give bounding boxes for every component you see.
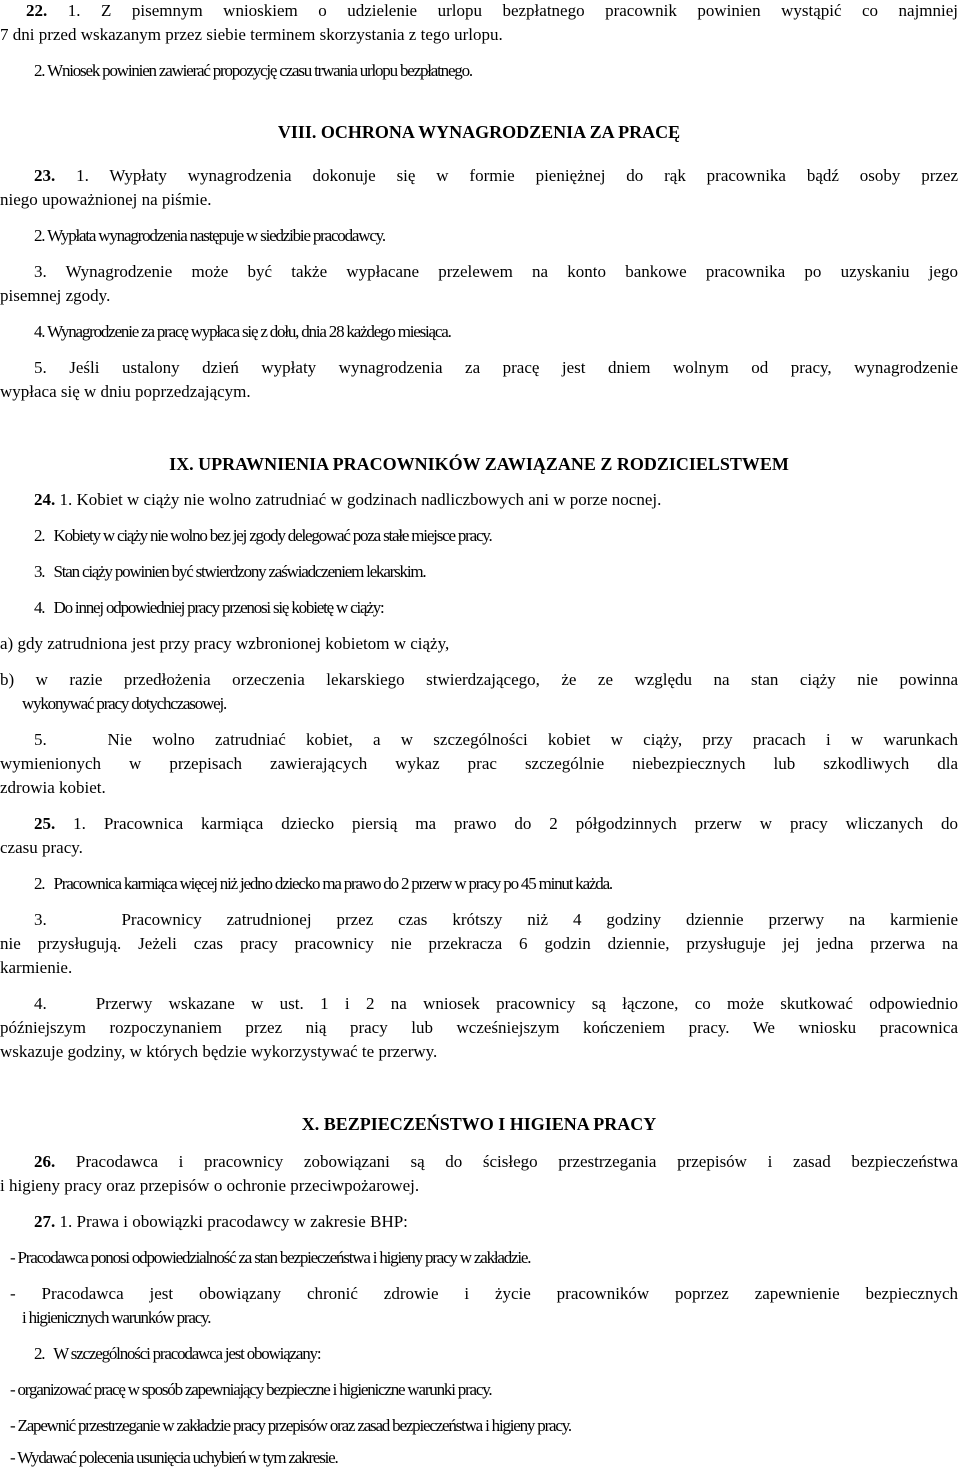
s25-paragraph-3-line-3: karmienie. [0,958,73,977]
s24-paragraph-4: 4. Do innej odpowiedniej pracy przenosi się kobietę w ciąży: [34,598,384,617]
s25-number: 25. [34,814,56,833]
s26-text-a: Pracodawca i pracownicy zobowiązani są do ścisłego przestrzegania przepisów i zasad bezpieczeństwa [75,1152,958,1171]
s23-paragraph-4: 4. Wynagrodzenie za pracę wypłaca się z dołu, dnia 28 każdego miesiąca. [34,322,451,341]
s25-paragraph-4-line-1: 4. Przerwy wskazane w ust. 1 i 2 na wniosek pracownicy są łączone, co może skutkować odpowiednio [34,994,958,1013]
s25-paragraph-3-line-2: nie przysługują. Jeżeli czas pracy pracownicy nie przekracza 6 godzin dziennie, przysługuje jej jedna przerwa na [0,934,958,953]
s27-dash-item-2-line-2: i higienicznych warunków pracy. [22,1308,211,1327]
s25-paragraph-1-line-2: czasu pracy. [0,838,83,857]
s24-item-a: a) gdy zatrudniona jest przy pracy wzbronionej kobietom w ciąży, [0,634,450,653]
s24-paragraph-3: 3. Stan ciąży powinien być stwierdzony zaświadczeniem lekarskim. [34,562,426,581]
s25-paragraph-4-line-3: wskazuje godziny, w których będzie wykorzystywać te przerwy. [0,1042,438,1061]
s23-paragraph-2: 2. Wypłata wynagrodzenia następuje w siedzibie pracodawcy. [34,226,385,245]
s24-paragraph-2: 2. Kobiety w ciąży nie wolno bez jej zgody delegować poza stałe miejsce pracy. [34,526,492,545]
s27-dash-item-4: - Zapewnić przestrzeganie w zakładzie pracy przepisów oraz zasad bezpieczeństwa i higieny pracy. [10,1416,571,1435]
s24-number: 24. [34,490,56,509]
s26-paragraph-line-1 [0,1151,958,1173]
s25-p1-text-a: 1. Pracownica karmiąca dziecko piersią ma prawo do 2 półgodzinnych przerw w pracy wliczanych do [73,814,958,833]
s24-item-b-line-2: wykonywać pracy dotychczasowej. [22,694,227,713]
s24-paragraph-5-line-3: zdrowia kobiet. [0,778,106,797]
s26-number: 26. [34,1152,56,1171]
s23-paragraph-1-line-1 [0,165,958,187]
s25-paragraph-3-line-1: 3. Pracownicy zatrudnionej przez czas krótszy niż 4 godziny dziennie przerwy na karmienie [34,910,958,929]
chapter-10-title: X. BEZPIECZEŃSTWO I HIGIENA PRACY [301,1114,657,1134]
chapter-9-title: IX. UPRAWNIENIA PRACOWNIKÓW ZAWIĄZANE Z RODZICIELSTWEM [169,454,789,474]
s23-p1-text-a: 1. Wypłaty wynagrodzenia dokonuje się w formie pieniężnej do rąk pracownika bądź osoby przez [76,166,959,185]
s27-p1-text: 1. Prawa i obowiązki pracodawcy w zakresie BHP: [59,1212,408,1231]
s22-paragraph-1-line-2: 7 dni przed wskazanym przez siebie terminem skorzystania z tego urlopu. [0,25,503,44]
s22-number: 22. [26,1,48,20]
s24-paragraph-5-line-1: 5. Nie wolno zatrudniać kobiet, a w szczególności kobiet w ciąży, przy pracach i w warunkach [34,730,958,749]
s27-dash-item-3: - organizować pracę w sposób zapewniający bezpieczne i higieniczne warunki pracy. [10,1380,492,1399]
s25-paragraph-2: 2. Pracownica karmiąca więcej niż jedno dziecko ma prawo do 2 przerw w pracy po 45 minut każda. [34,874,612,893]
s25-paragraph-1-line-1 [0,813,958,835]
s25-paragraph-4-line-2: późniejszym rozpoczynaniem przez nią pracy lub wcześniejszym kończeniem pracy. We wniosku pracownica [0,1018,958,1037]
s27-number: 27. [34,1212,56,1231]
s22-p1-text-a: 1. Z pisemnym wnioskiem o udzielenie urlopu bezpłatnego pracownik powinien wystąpić co najmniej [67,1,959,20]
s23-paragraph-1-line-2: niego upoważnionej na piśmie. [0,190,212,209]
s27-paragraph-1 [0,1211,958,1233]
s22-paragraph-2: 2. Wniosek powinien zawierać propozycję czasu trwania urlopu bezpłatnego. [34,61,472,80]
s22-paragraph-1-line-1 [0,0,958,22]
s24-paragraph-1 [0,489,958,511]
s23-paragraph-5-line-1: 5. Jeśli ustalony dzień wypłaty wynagrodzenia za pracę jest dniem wolnym od pracy, wynagrodzenie [34,358,958,377]
s26-paragraph-line-2: i higieny pracy oraz przepisów o ochronie przeciwpożarowej. [0,1176,420,1195]
s27-dash-item-2-line-1: - Pracodawca jest obowiązany chronić zdrowie i życie pracowników poprzez zapewnienie bezpiecznych [10,1284,958,1303]
s23-number: 23. [34,166,56,185]
chapter-8-title: VIII. OCHRONA WYNAGRODZENIA ZA PRACĘ [277,122,681,142]
s27-paragraph-2: 2. W szczególności pracodawca jest obowiązany: [34,1344,321,1363]
s23-paragraph-3-line-2: pisemnej zgody. [0,286,111,305]
s27-dash-item-5: - Wydawać polecenia usunięcia uchybień w tym zakresie. [10,1448,338,1467]
s27-dash-item-1: - Pracodawca ponosi odpowiedzialność za stan bezpieczeństwa i higieny pracy w zakładzie. [10,1248,531,1267]
s24-p1-text: 1. Kobiet w ciąży nie wolno zatrudniać w godzinach nadliczbowych ani w porze nocnej. [59,490,662,509]
s23-paragraph-3-line-1: 3. Wynagrodzenie może być także wypłacane przelewem na konto bankowe pracownika po uzyskaniu jego [34,262,958,281]
s23-paragraph-5-line-2: wypłaca się w dniu poprzedzającym. [0,382,251,401]
s24-paragraph-5-line-2: wymienionych w przepisach zawierających wykaz prac szczególnie niebezpiecznych lub szkodliwych dla [0,754,958,773]
s24-item-b-line-1: b) w razie przedłożenia orzeczenia lekarskiego stwierdzającego, że ze względu na stan ciąży nie powinna [0,670,958,689]
